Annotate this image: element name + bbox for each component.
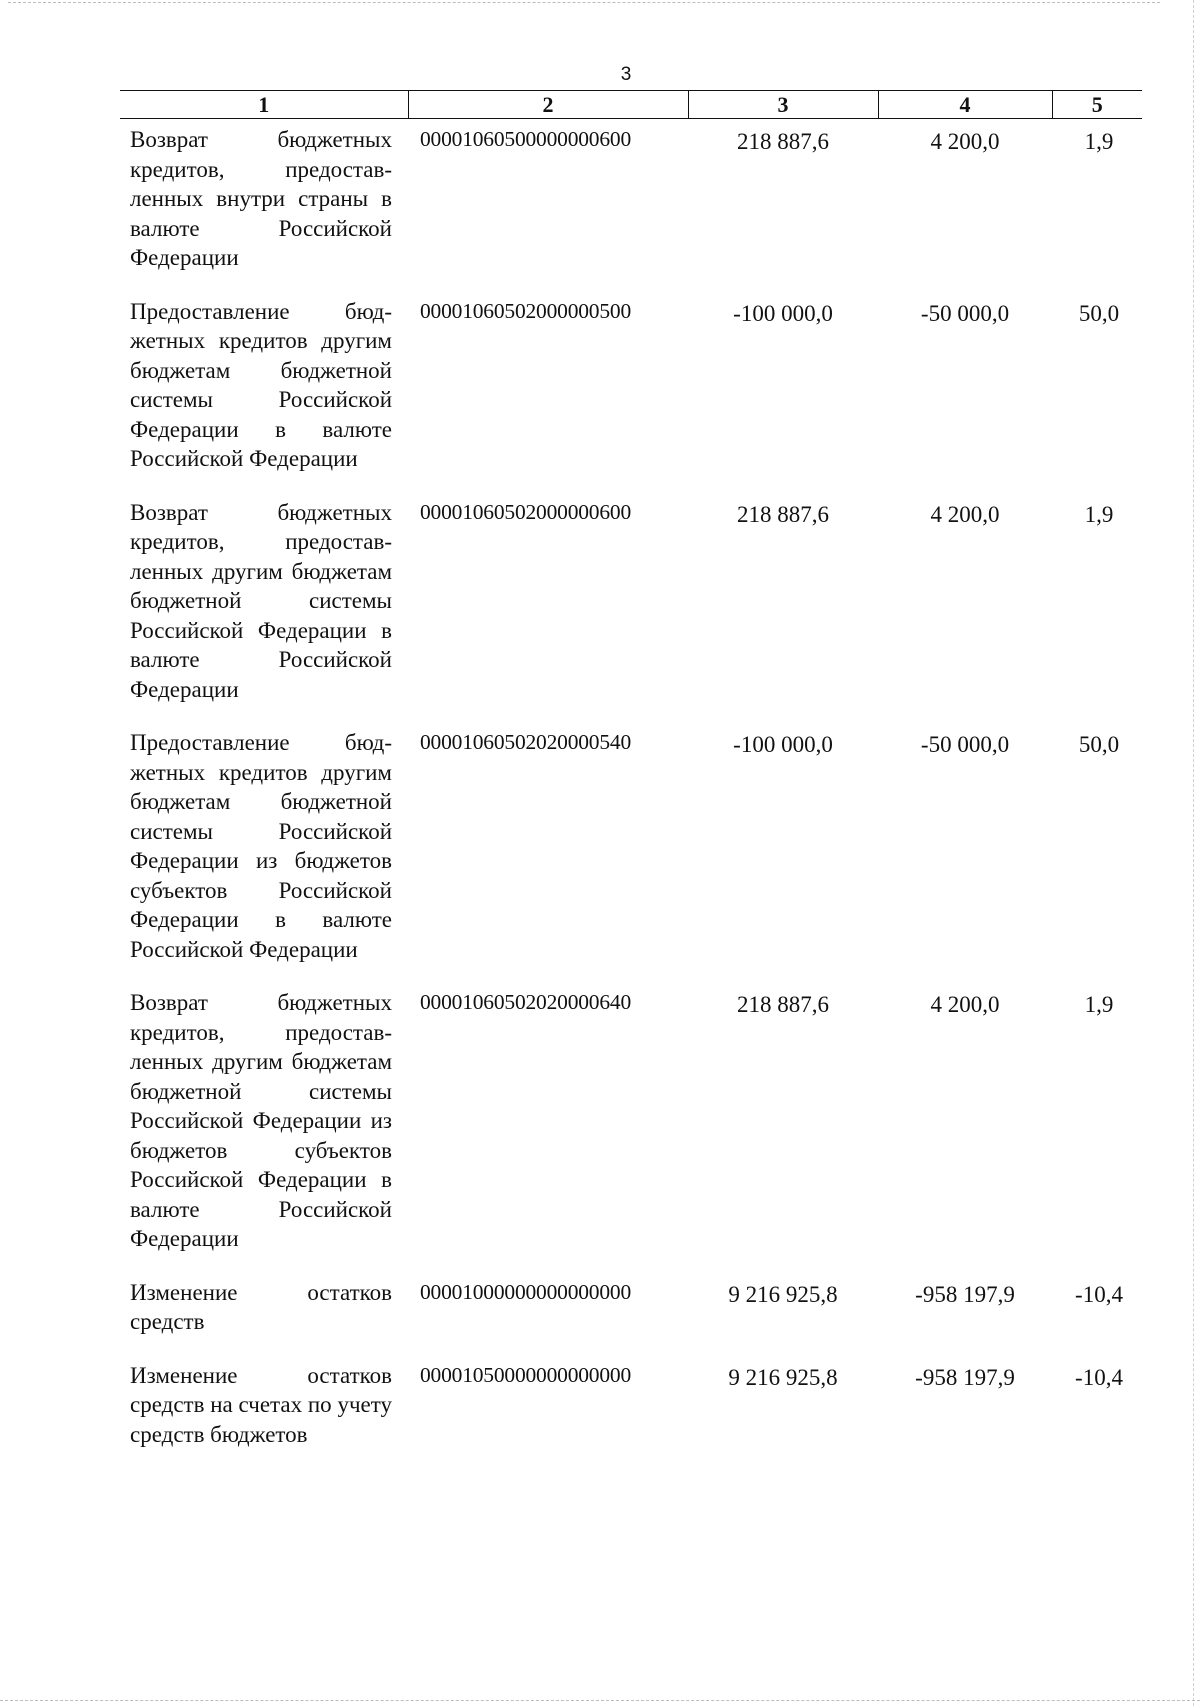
row-code: 00001060502000000600 — [420, 499, 632, 524]
budget-table — [120, 90, 1142, 1467]
row-code: 00001060502020000540 — [420, 730, 632, 754]
table-row — [120, 1272, 1142, 1355]
row-col3-value: -100 000,0 — [733, 732, 833, 757]
row-name: Возврат бюджетных кредитов, предоставленных внутри страны в валюте Российской Федерации — [130, 127, 392, 270]
header-col-3: 3 — [688, 91, 878, 119]
row-col5-value: 50,0 — [1078, 300, 1120, 326]
row-col3-value: 218 887,6 — [737, 992, 829, 1017]
row-col3-value: -100 000,0 — [733, 300, 833, 326]
row-col5-value: 1,9 — [1084, 129, 1114, 154]
table-header — [120, 91, 1142, 119]
table-row — [120, 722, 1142, 982]
row-col4-value: -958 197,9 — [915, 1364, 1015, 1390]
row-col3-value: 218 887,6 — [737, 129, 829, 154]
header-row — [120, 91, 1142, 119]
row-name: Возврат бюджетных кредитов, предоставленных другим бюджетам бюджетной системы Российской Федерации в валюте Российской Федерации — [130, 499, 392, 702]
row-col3-value: 9 216 925,8 — [728, 1364, 838, 1390]
row-col3-value: 9 216 925,8 — [728, 1281, 838, 1307]
scan-edge-right — [1193, 0, 1194, 1706]
row-code: 00001060500000000600 — [420, 127, 632, 151]
scan-edge-top — [8, 2, 1160, 3]
table-body — [120, 119, 1142, 1468]
row-col5-value: 50,0 — [1078, 732, 1120, 757]
table-row — [120, 492, 1142, 723]
row-code: 00001000000000000000 — [420, 1279, 632, 1304]
row-col4-value: -958 197,9 — [915, 1281, 1015, 1307]
row-name: Изменение остатков средств на счетах по учету средств бюджетов — [130, 1362, 392, 1447]
row-name: Предоставление бюджетных кредитов другим бюджетам бюджетной системы Российской Федерации из бюджетов субъектов Российской Федерации в валюте Российской Федерации — [130, 730, 392, 962]
row-col5-value: -10,4 — [1075, 1364, 1123, 1390]
row-code: 00001050000000000000 — [420, 1362, 632, 1387]
row-code: 00001060502020000640 — [420, 990, 632, 1014]
table-row — [120, 291, 1142, 492]
row-col4-value: -50 000,0 — [920, 732, 1010, 757]
scan-edge-bottom — [0, 1700, 1200, 1701]
table-row — [120, 119, 1142, 291]
row-col4-value: 4 200,0 — [930, 501, 1000, 527]
table-row — [120, 1355, 1142, 1468]
row-col3-value: 218 887,6 — [737, 501, 829, 527]
row-col5-value: -10,4 — [1075, 1281, 1123, 1307]
row-col4-value: 4 200,0 — [930, 992, 1000, 1017]
header-col-4: 4 — [878, 91, 1052, 119]
table-row — [120, 982, 1142, 1272]
row-col4-value: -50 000,0 — [920, 300, 1010, 326]
page-number: 3 — [620, 64, 632, 85]
header-col-1: 1 — [120, 91, 408, 119]
row-col5-value: 1,9 — [1084, 501, 1114, 527]
header-col-5: 5 — [1052, 91, 1142, 119]
row-name: Предоставление бюджетных кредитов другим бюджетам бюджетной системы Российской Федерации в валюте Российской Федерации — [130, 298, 392, 471]
row-name: Изменение остатков средств — [130, 1279, 392, 1334]
row-col4-value: 4 200,0 — [930, 129, 1000, 154]
header-col-2: 2 — [408, 91, 688, 119]
row-col5-value: 1,9 — [1084, 992, 1114, 1017]
row-name: Возврат бюджетных кредитов, предоставленных другим бюджетам бюджетной системы Российской Федерации из бюджетов субъектов Российской Федерации в валюте Российской Федерации — [130, 990, 392, 1251]
row-code: 00001060502000000500 — [420, 298, 632, 323]
